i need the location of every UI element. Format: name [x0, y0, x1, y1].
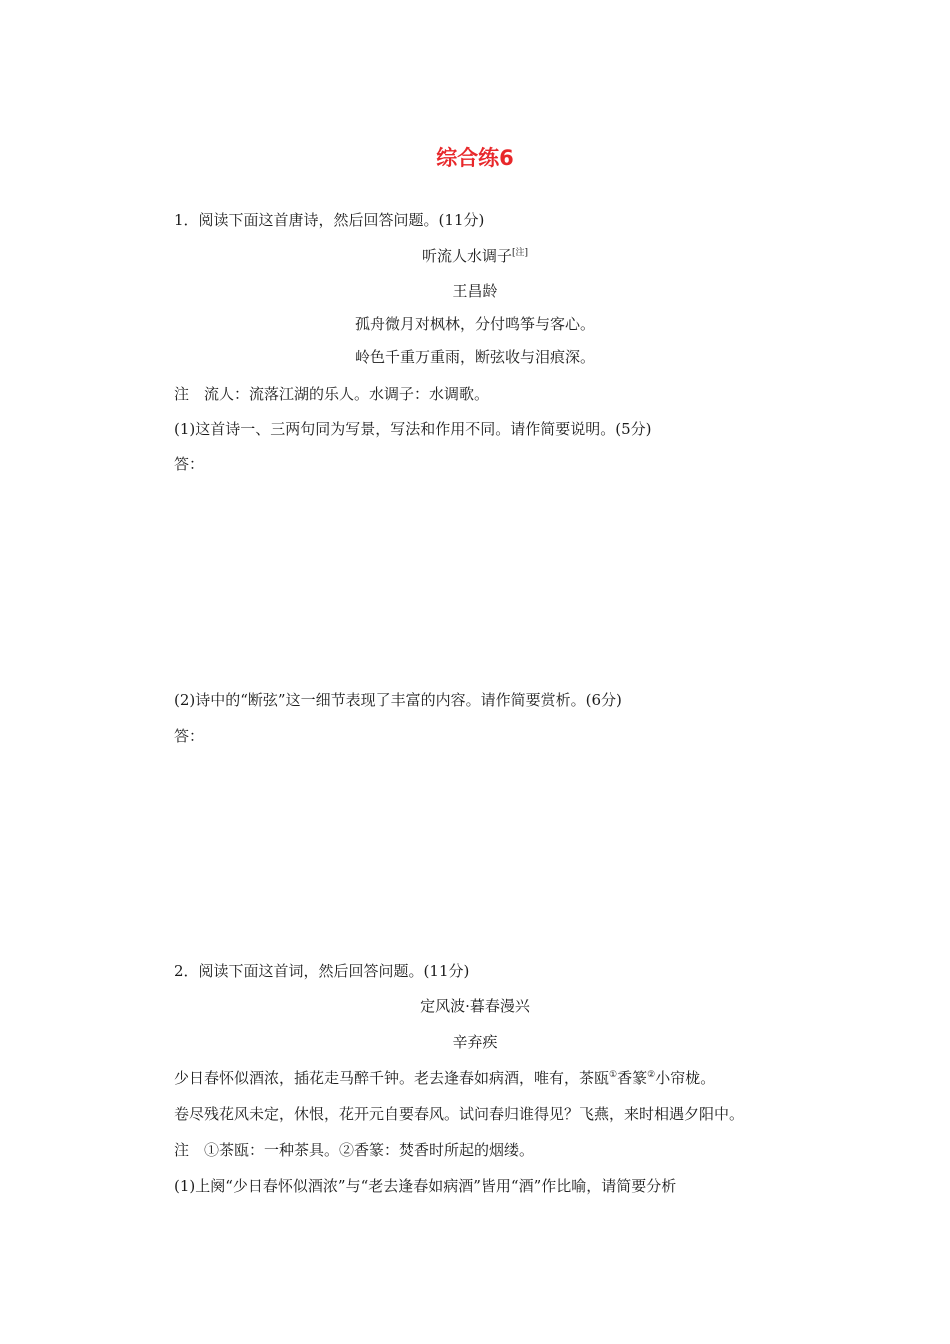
q2-note: 注 ①茶瓯：一种茶具。②香篆：焚香时所起的烟缕。 — [174, 1141, 535, 1159]
q2-line1-part-c: 小帘栊。 — [655, 1069, 716, 1087]
q1-answer-label-1: 答： — [174, 455, 205, 473]
q1-poem-title-text: 听流人水调子 — [421, 247, 512, 265]
q2-intro: 2．阅读下面这首词，然后回答问题。(11分) — [174, 962, 470, 980]
q1-verse-2: 岭色千重万重雨，断弦收与泪痕深。 — [354, 348, 595, 366]
q2-poem-line-2: 卷尽残花风未定，休恨，花开元自要春风。试问春归谁得见？飞燕，来时相遇夕阳中。 — [174, 1105, 745, 1123]
q1-note: 注 流人：流落江湖的乐人。水调子：水调歌。 — [174, 385, 490, 403]
q1-author: 王昌龄 — [452, 282, 498, 300]
q2-poem-line-1 — [174, 1068, 715, 1088]
q1-intro: 1．阅读下面这首唐诗，然后回答问题。(11分) — [174, 211, 485, 229]
q1-poem-title — [0, 246, 950, 266]
q2-footnote-mark-1: ① — [609, 1070, 618, 1080]
q2-line1-part-a: 少日春怀似酒浓，插花走马醉千钟。老去逢春如病酒，唯有，茶瓯 — [174, 1069, 610, 1087]
q2-line1-part-b: 香篆 — [617, 1069, 648, 1087]
page-title: 综合练6 — [436, 146, 514, 170]
q1-subquestion-1: (1)这首诗一、三两句同为写景，写法和作用不同。请作简要说明。(5分) — [174, 420, 652, 438]
q2-footnote-mark-2: ② — [647, 1070, 656, 1080]
q2-subquestion-1: (1)上阕“少日春怀似酒浓”与“老去逢春如病酒”皆用“酒”作比喻，请简要分析 — [174, 1177, 677, 1195]
q1-verse-1: 孤舟微月对枫林，分付鸣筝与客心。 — [354, 315, 595, 333]
q1-poem-title-note: [注] — [511, 248, 529, 258]
q1-subquestion-2: (2)诗中的“断弦”这一细节表现了丰富的内容。请作简要赏析。(6分) — [174, 691, 622, 709]
q1-answer-label-2: 答： — [174, 727, 205, 745]
q2-poem-title: 定风波·暮春漫兴 — [420, 997, 530, 1015]
q2-author: 辛弃疾 — [452, 1033, 498, 1051]
